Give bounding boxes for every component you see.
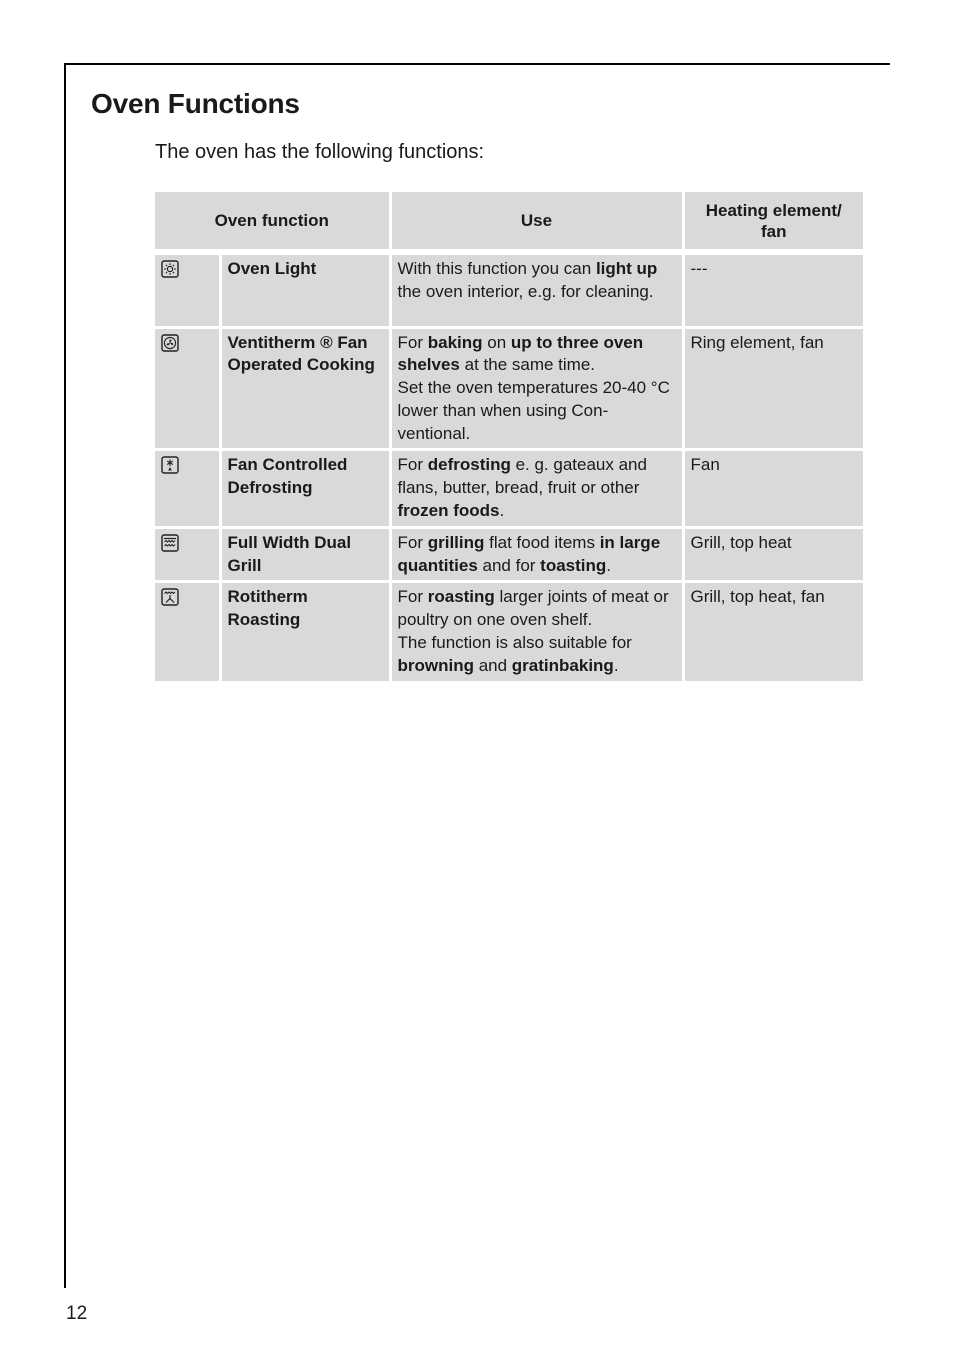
header-oven-function: Oven function (155, 192, 390, 252)
function-name: Oven Light (220, 252, 390, 327)
frame-top-rule (64, 63, 890, 65)
header-heating-element: Heating element/ fan (683, 192, 863, 252)
function-use: For baking on up to three oven shelves at the same time. Set the oven temperatures 20-40 °C lower than when using Con-ventional. (390, 327, 683, 450)
emphasis-text: roasting (427, 587, 495, 607)
defrost-icon (161, 456, 179, 474)
table-header-row (155, 192, 863, 252)
page-number: 12 (66, 1303, 88, 1324)
function-heating: Ring element, fan (683, 327, 863, 450)
icon-cell (155, 252, 220, 327)
emphasis-text: light up (595, 259, 658, 278)
oven-functions-table (155, 192, 863, 681)
table-row (155, 527, 863, 582)
function-use: For grilling flat food items in large quantities and for toasting. (390, 527, 683, 582)
function-name: Rotitherm Roasting (220, 582, 390, 681)
fan-icon (161, 334, 179, 352)
table-row (155, 450, 863, 527)
function-use: With this function you can light up the oven interior, e.g. for cleaning. (390, 252, 683, 327)
function-use: For roasting larger joints of meat or poultry on one oven shelf. The function is also suitable for browning and gratinbaking. (390, 582, 683, 681)
emphasis-text: in large quantities (397, 532, 661, 575)
emphasis-text: toasting (540, 555, 607, 575)
table-row (155, 252, 863, 327)
frame-left-rule (64, 63, 66, 1288)
function-heating: Grill, top heat, fan (683, 582, 863, 681)
table-row (155, 582, 863, 681)
emphasis-text: grilling (427, 532, 485, 552)
emphasis-text: up to three oven shelves (397, 332, 644, 375)
oven-light-icon (161, 260, 179, 278)
icon-cell (155, 582, 220, 681)
function-name: Fan Controlled Defrosting (220, 450, 390, 527)
emphasis-text: gratinbaking (511, 655, 614, 675)
icon-cell (155, 450, 220, 527)
function-name: Ventitherm ® Fan Operated Cooking (220, 327, 390, 450)
emphasis-text: defrosting (427, 455, 511, 475)
function-heating: Grill, top heat (683, 527, 863, 582)
icon-cell (155, 327, 220, 450)
page-title: Oven Functions (91, 88, 300, 119)
emphasis-text: browning (397, 655, 474, 675)
icon-cell (155, 527, 220, 582)
rotitherm-icon (161, 588, 179, 606)
header-use: Use (390, 192, 683, 252)
table-row (155, 327, 863, 450)
emphasis-text: frozen foods (397, 501, 500, 521)
dual-grill-icon (161, 534, 179, 552)
function-heating: Fan (683, 450, 863, 527)
function-heating: --- (683, 252, 863, 327)
function-use: For defrosting e. g. gateaux and flans, butter, bread, fruit or other frozen foods. (390, 450, 683, 527)
emphasis-text: baking (427, 332, 483, 352)
function-name: Full Width Dual Grill (220, 527, 390, 582)
intro-text: The oven has the following functions: (155, 141, 485, 163)
